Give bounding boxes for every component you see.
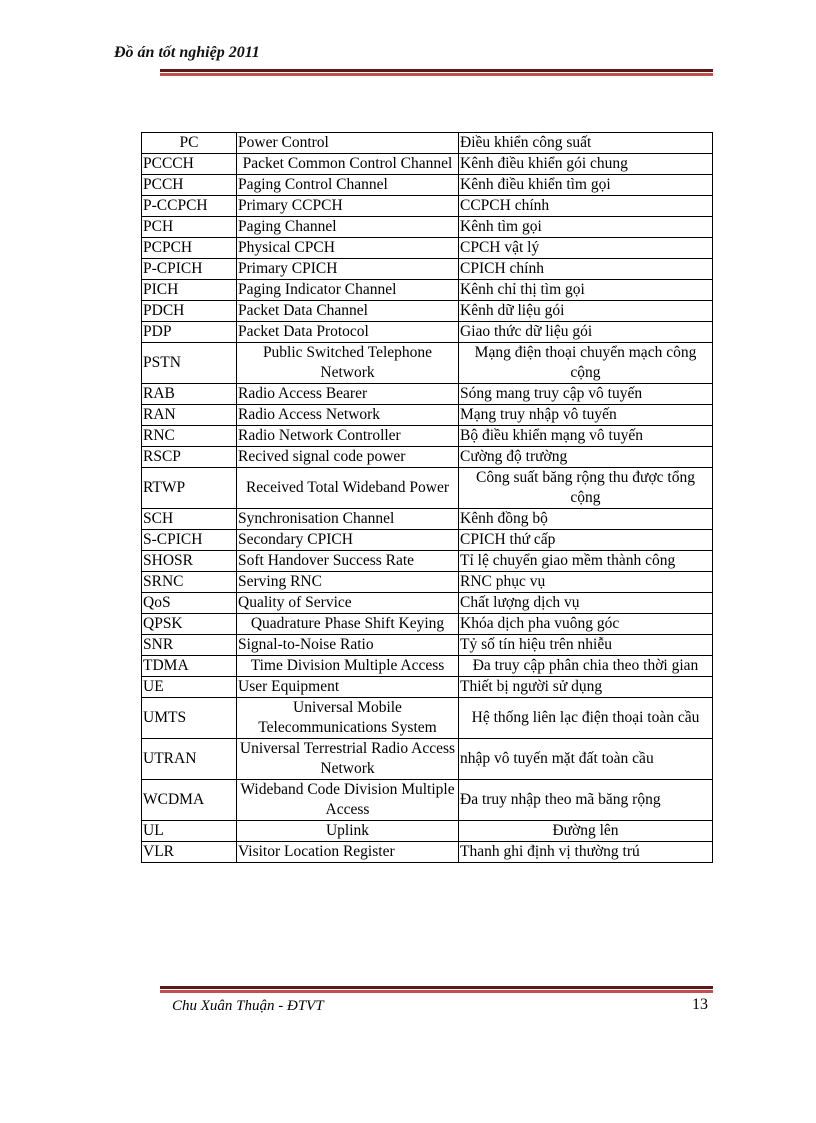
english-term-cell: Paging Indicator Channel [237,280,459,301]
abbr-cell: PCCCH [142,154,237,175]
vietnamese-term-cell: Thanh ghi định vị thường trú [459,842,713,863]
footer-author: Chu Xuân Thuận - ĐTVT [172,998,324,1014]
vietnamese-term-cell: Điều khiển công suất [459,133,713,154]
table-row [142,259,713,280]
table-row [142,635,713,656]
abbr-cell: RAB [142,384,237,405]
table-row [142,384,713,405]
table-row [142,405,713,426]
abbr-cell: PCH [142,217,237,238]
page-header-title: Đồ án tốt nghiệp 2011 [114,44,260,61]
table-row [142,280,713,301]
table-row [142,572,713,593]
table-row [142,322,713,343]
english-term-cell: User Equipment [237,677,459,698]
vietnamese-term-cell: CCPCH chính [459,196,713,217]
abbr-cell: QPSK [142,614,237,635]
english-term-cell: Paging Channel [237,217,459,238]
english-term-cell: Power Control [237,133,459,154]
vietnamese-term-cell: Đa truy nhập theo mã băng rộng [459,780,713,821]
abbr-cell: RTWP [142,468,237,509]
vietnamese-term-cell: Mạng điện thoại chuyển mạch công cộng [459,343,713,384]
vietnamese-term-cell: Mạng truy nhập vô tuyến [459,405,713,426]
english-term-cell: Visitor Location Register [237,842,459,863]
table-row [142,447,713,468]
abbr-cell: SHOSR [142,551,237,572]
table-row [142,301,713,322]
english-term-cell: Received Total Wideband Power [237,468,459,509]
abbr-cell: WCDMA [142,780,237,821]
table-row [142,217,713,238]
abbr-cell: UL [142,821,237,842]
english-term-cell: Radio Access Network [237,405,459,426]
table-row [142,593,713,614]
english-term-cell: Radio Network Controller [237,426,459,447]
abbr-cell: PDP [142,322,237,343]
english-term-cell: Signal-to-Noise Ratio [237,635,459,656]
table-row [142,614,713,635]
english-term-cell: Packet Data Protocol [237,322,459,343]
vietnamese-term-cell: Cường độ trường [459,447,713,468]
abbr-cell: SNR [142,635,237,656]
english-term-cell: Primary CPICH [237,259,459,280]
table-row [142,656,713,677]
abbr-cell: RSCP [142,447,237,468]
abbr-cell: PCPCH [142,238,237,259]
abbr-cell: UTRAN [142,739,237,780]
vietnamese-term-cell: Giao thức dữ liệu gói [459,322,713,343]
abbr-cell: PICH [142,280,237,301]
abbr-cell: PDCH [142,301,237,322]
table-row [142,175,713,196]
table-row [142,780,713,821]
english-term-cell: Universal Mobile Telecommunications System [237,698,459,739]
abbr-cell: SRNC [142,572,237,593]
vietnamese-term-cell: Khóa dịch pha vuông góc [459,614,713,635]
vietnamese-term-cell: CPICH thứ cấp [459,530,713,551]
vietnamese-term-cell: Kênh điều khiển gói chung [459,154,713,175]
vietnamese-term-cell: Chất lượng dịch vụ [459,593,713,614]
table-row [142,739,713,780]
english-term-cell: Public Switched Telephone Network [237,343,459,384]
table-row [142,551,713,572]
english-term-cell: Secondary CPICH [237,530,459,551]
vietnamese-term-cell: CPCH vật lý [459,238,713,259]
vietnamese-term-cell: Tỷ số tín hiệu trên nhiễu [459,635,713,656]
vietnamese-term-cell: CPICH chính [459,259,713,280]
vietnamese-term-cell: RNC phục vụ [459,572,713,593]
abbr-cell: UE [142,677,237,698]
abbr-cell: PC [142,133,237,154]
english-term-cell: Primary CCPCH [237,196,459,217]
vietnamese-term-cell: Công suất băng rộng thu được tổng cộng [459,468,713,509]
table-row [142,133,713,154]
abbr-cell: RNC [142,426,237,447]
abbr-cell: VLR [142,842,237,863]
abbr-cell: PCCH [142,175,237,196]
english-term-cell: Quality of Service [237,593,459,614]
english-term-cell: Radio Access Bearer [237,384,459,405]
table-row [142,343,713,384]
vietnamese-term-cell: Kênh dữ liệu gói [459,301,713,322]
vietnamese-term-cell: nhập vô tuyến mặt đất toàn cầu [459,739,713,780]
table-row [142,426,713,447]
table-row [142,238,713,259]
english-term-cell: Synchronisation Channel [237,509,459,530]
english-term-cell: Serving RNC [237,572,459,593]
table-row [142,698,713,739]
abbr-cell: S-CPICH [142,530,237,551]
english-term-cell: Universal Terrestrial Radio Access Network [237,739,459,780]
vietnamese-term-cell: Kênh tìm gọi [459,217,713,238]
english-term-cell: Soft Handover Success Rate [237,551,459,572]
abbr-cell: QoS [142,593,237,614]
vietnamese-term-cell: Thiết bị người sử dụng [459,677,713,698]
english-term-cell: Uplink [237,821,459,842]
vietnamese-term-cell: Kênh đồng bộ [459,509,713,530]
table-row [142,154,713,175]
english-term-cell: Packet Common Control Channel [237,154,459,175]
table-row [142,821,713,842]
vietnamese-term-cell: Đường lên [459,821,713,842]
english-term-cell: Time Division Multiple Access [237,656,459,677]
vietnamese-term-cell: Kênh điều khiển tìm gọi [459,175,713,196]
abbr-cell: SCH [142,509,237,530]
abbr-cell: PSTN [142,343,237,384]
abbr-cell: P-CCPCH [142,196,237,217]
vietnamese-term-cell: Bộ điều khiển mạng vô tuyến [459,426,713,447]
table-row [142,677,713,698]
footer-divider [160,986,713,993]
table-row [142,468,713,509]
abbr-cell: RAN [142,405,237,426]
page-number: 13 [692,996,708,1013]
english-term-cell: Physical CPCH [237,238,459,259]
table-row [142,509,713,530]
abbr-cell: TDMA [142,656,237,677]
english-term-cell: Packet Data Channel [237,301,459,322]
vietnamese-term-cell: Hệ thống liên lạc điện thoại toàn cầu [459,698,713,739]
vietnamese-term-cell: Đa truy cập phân chia theo thời gian [459,656,713,677]
abbreviation-table [141,132,713,863]
english-term-cell: Quadrature Phase Shift Keying [237,614,459,635]
vietnamese-term-cell: Tỉ lệ chuyển giao mềm thành công [459,551,713,572]
abbr-cell: P-CPICH [142,259,237,280]
table-row [142,530,713,551]
vietnamese-term-cell: Sóng mang truy cập vô tuyến [459,384,713,405]
english-term-cell: Paging Control Channel [237,175,459,196]
vietnamese-term-cell: Kênh chỉ thị tìm gọi [459,280,713,301]
header-divider [160,69,713,76]
english-term-cell: Recived signal code power [237,447,459,468]
abbr-cell: UMTS [142,698,237,739]
table-row [142,842,713,863]
table-row [142,196,713,217]
english-term-cell: Wideband Code Division Multiple Access [237,780,459,821]
